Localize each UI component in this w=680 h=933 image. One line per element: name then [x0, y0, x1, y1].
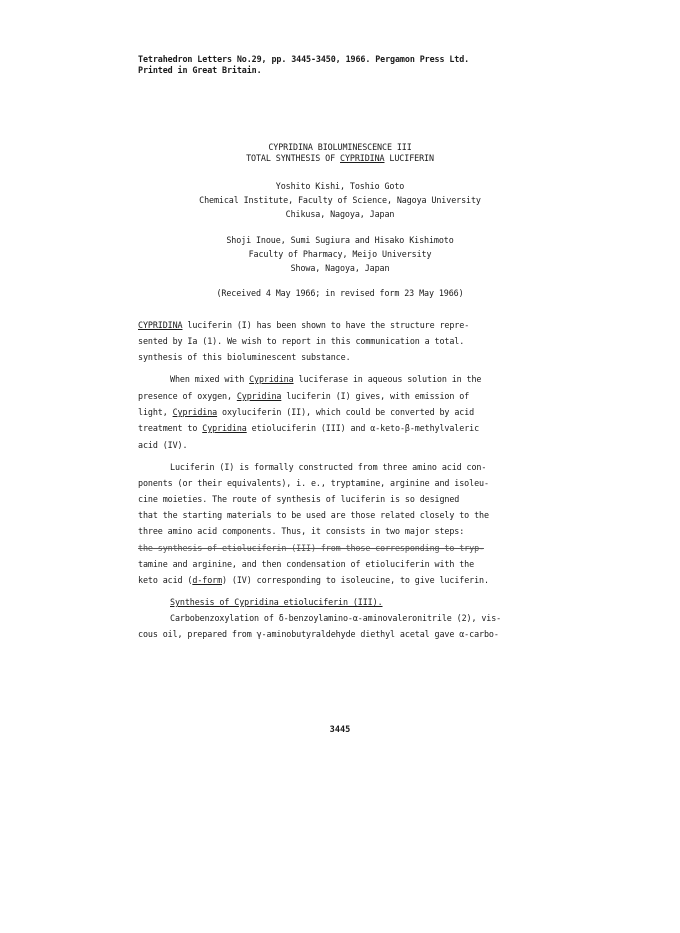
- p2-line-3: light, Cypridina oxyluciferin (II), which could be converted by acid: [138, 407, 475, 417]
- journal-citation: Tetrahedron Letters No.29, pp. 3445-3450, 1966. Pergamon Press Ltd.: [138, 54, 470, 64]
- printed-in: Printed in Great Britain.: [138, 65, 262, 75]
- received-date: (Received 4 May 1966; in revised form 23 May 1966): [216, 288, 464, 298]
- p3-line-8: keto acid (d-form) (IV) corresponding to isoleucine, to give luciferin.: [138, 575, 489, 585]
- paper-title: CYPRIDINA BIOLUMINESCENCE III: [268, 142, 412, 152]
- section-heading: Synthesis of Cypridina etioluciferin (III).: [170, 597, 383, 607]
- affiliation-2-address: Showa, Nagoya, Japan: [290, 263, 390, 273]
- p2-line-1: When mixed with Cypridina luciferase in aqueous solution in the: [170, 374, 482, 384]
- p1-line-3: synthesis of this bioluminescent substance.: [138, 352, 351, 362]
- affiliation-2: Faculty of Pharmacy, Meijo University: [248, 249, 432, 259]
- affiliation-1-address: Chikusa, Nagoya, Japan: [285, 209, 395, 219]
- p2-line-5: acid (IV).: [138, 440, 188, 450]
- p3-line-7: tamine and arginine, and then condensation of etioluciferin with the: [138, 559, 475, 569]
- paper-subtitle: TOTAL SYNTHESIS OF CYPRIDINA LUCIFERIN: [246, 153, 434, 163]
- p3-line-4: that the starting materials to be used are those related closely to the: [138, 510, 489, 520]
- section-line-1: Carbobenzoxylation of δ-benzoylamino-α-aminovaleronitrile (2), vis-: [170, 613, 502, 623]
- p3-line-1: Luciferin (I) is formally constructed from three amino acid con-: [170, 462, 487, 472]
- authors-group-2: Shoji Inoue, Sumi Sugiura and Hisako Kishimoto: [226, 235, 454, 245]
- page-number: 3445: [329, 725, 351, 735]
- p3-line-3: cine moieties. The route of synthesis of luciferin is so designed: [138, 494, 460, 504]
- p1-line-1: CYPRIDINA luciferin (I) has been shown to have the structure repre-: [138, 320, 470, 330]
- p2-line-4: treatment to Cypridina etioluciferin (III) and α-keto-β-methylvaleric: [138, 423, 480, 433]
- authors-group-1: Yoshito Kishi, Toshio Goto: [275, 181, 405, 191]
- p3-line-2: ponents (or their equivalents), i. e., tryptamine, arginine and isoleu-: [138, 478, 489, 488]
- section-line-2: cous oil, prepared from γ-aminobutyraldehyde diethyl acetal gave α-carbo-: [138, 629, 499, 639]
- p2-line-2: presence of oxygen, Cypridina luciferin (I) gives, with emission of: [138, 391, 470, 401]
- affiliation-1: Chemical Institute, Faculty of Science, Nagoya University: [199, 195, 481, 205]
- p3-line-5: three amino acid components. Thus, it consists in two major steps:: [138, 526, 465, 536]
- p1-line-2: sented by Ia (1). We wish to report in this communication a total.: [138, 336, 465, 346]
- p3-line-6: the synthesis of etioluciferin (III) from those corresponding to tryp-: [138, 543, 484, 553]
